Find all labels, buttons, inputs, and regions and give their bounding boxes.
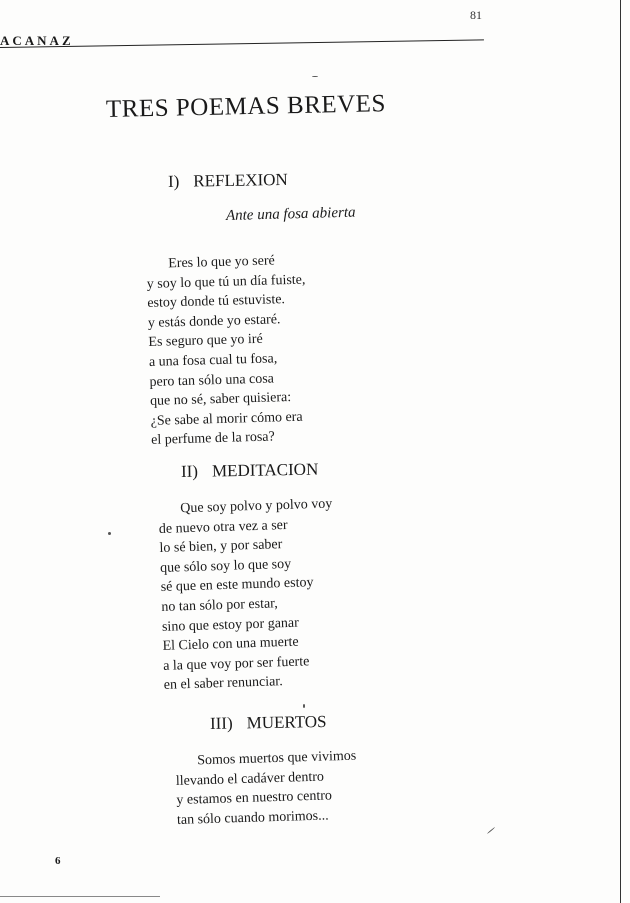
section-numeral: I) — [167, 171, 180, 191]
section-numeral: III) — [209, 713, 233, 733]
poem-line: a la que voy por ser fuerte — [162, 654, 310, 674]
running-title: ACANAZ — [0, 33, 74, 48]
poem-line: llevando el cadáver dentro — [175, 769, 325, 789]
section-title: MUERTOS — [246, 711, 327, 733]
poem-line: no tan sólo por estar, — [161, 596, 279, 615]
poem-line: estoy donde tú estuviste. — [147, 292, 286, 312]
section-title: REFLEXION — [193, 169, 288, 191]
poem-line: sé que en este mundo estoy — [160, 575, 314, 596]
poem-line: El Cielo con una muerte — [162, 634, 299, 655]
section-numeral: II) — [180, 461, 199, 481]
poem-line: lo sé bien, y por saber — [159, 537, 283, 557]
poem-line: pero tan sólo una cosa — [149, 371, 275, 390]
poem-line: Somos muertos que vivimos — [197, 748, 357, 769]
scan-speck — [487, 827, 495, 834]
scan-speck — [108, 532, 111, 535]
section-heading-reflexion — [168, 170, 288, 192]
page-number-top: 81 — [470, 8, 482, 22]
poem-line: y estamos en nuestro centro — [176, 788, 333, 809]
poem-reflexion — [146, 251, 310, 451]
section-title: MEDITACION — [211, 459, 319, 481]
poem-line: ¿Se sabe al morir cómo era — [150, 409, 303, 429]
section-heading-meditacion — [181, 460, 319, 482]
poem-line: y estás donde yo estaré. — [147, 312, 281, 331]
poem-line: que sólo soy lo que soy — [159, 556, 292, 576]
page-title: TRES POEMAS BREVES — [105, 90, 387, 123]
poem-muertos — [175, 747, 358, 831]
poem-line: Que soy polvo y polvo voy — [180, 496, 333, 517]
poem-subtitle: Ante una fosa abierta — [225, 204, 356, 224]
poem-line: y soy lo que tú un día fuiste, — [146, 272, 306, 292]
page-number-bottom: 6 — [55, 855, 61, 867]
poem-line: en el saber renunciar. — [163, 674, 283, 694]
poem-line: a una fosa cual tu fosa, — [148, 351, 278, 370]
poem-meditacion — [158, 495, 338, 696]
poem-line: tan sólo cuando morimos... — [176, 808, 329, 828]
bottom-rule — [0, 896, 160, 897]
scan-speck — [312, 76, 318, 77]
scan-speck — [303, 704, 305, 708]
section-heading-muertos — [210, 712, 327, 734]
poem-line: Es seguro que yo iré — [148, 332, 263, 351]
page-edge-line — [620, 0, 621, 903]
poem-line: que no sé, saber quisiera: — [149, 390, 292, 410]
poem-line: Eres lo que yo seré — [168, 253, 275, 272]
poem-line: de nuevo otra vez a ser — [158, 517, 288, 537]
poem-line: el perfume de la rosa? — [150, 429, 275, 449]
poem-line: sino que estoy por ganar — [161, 615, 300, 635]
